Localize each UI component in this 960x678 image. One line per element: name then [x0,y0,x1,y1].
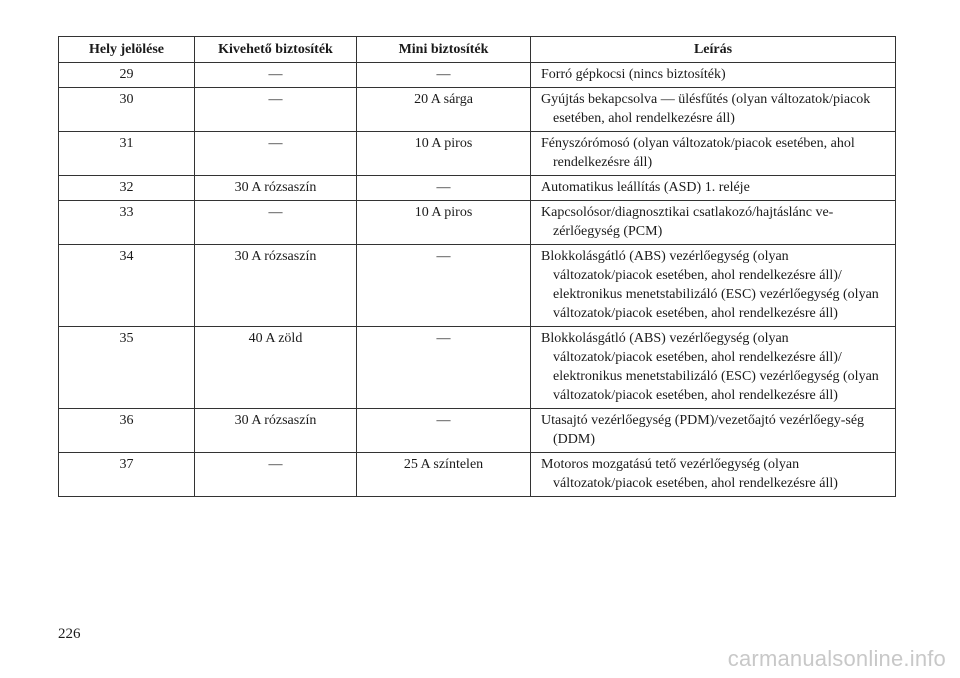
cell-location: 33 [59,201,195,245]
cell-description [531,245,896,327]
header-row [59,37,896,63]
cell-mini-fuse: 10 A piros [357,201,531,245]
header-location: Hely jelölése [59,37,195,63]
cell-cartridge-fuse: 40 A zöld [195,327,357,409]
cell-location: 34 [59,245,195,327]
cell-cartridge-fuse: 30 A rózsaszín [195,245,357,327]
cell-description [531,132,896,176]
table-row [59,245,896,327]
description-text: Utasajtó vezérlőegység (PDM)/vezetőajtó vezérlőegy-ség (DDM) [541,413,865,447]
cell-mini-fuse: 25 A színtelen [357,453,531,497]
table-header [59,37,896,63]
cell-description [531,201,896,245]
cell-cartridge-fuse: — [195,132,357,176]
cell-location: 37 [59,453,195,497]
fuse-table [58,36,896,497]
cell-description [531,327,896,409]
table-row [59,201,896,245]
table-row [59,88,896,132]
cell-mini-fuse: — [357,245,531,327]
cell-description [531,176,896,201]
page-number: 226 [58,626,81,642]
table-row [59,132,896,176]
cell-location: 30 [59,88,195,132]
header-description: Leírás [531,37,896,63]
cell-mini-fuse: 20 A sárga [357,88,531,132]
table-row [59,327,896,409]
cell-mini-fuse: — [357,63,531,88]
cell-description [531,453,896,497]
cell-location: 32 [59,176,195,201]
cell-cartridge-fuse: — [195,201,357,245]
cell-mini-fuse: 10 A piros [357,132,531,176]
cell-description [531,63,896,88]
header-mini-fuse: Mini biztosíték [357,37,531,63]
table-row [59,63,896,88]
header-cartridge-fuse: Kivehető biztosíték [195,37,357,63]
description-text: Motoros mozgatású tető vezérlőegység (olyan változatok/piacok esetében, ahol rendelkezésre áll) [541,457,838,491]
cell-mini-fuse: — [357,176,531,201]
description-text: Blokkolásgátló (ABS) vezérlőegység (olyan változatok/piacok esetében, ahol rendelkezésre áll)/ elektronikus menetstabilizáló (ESC) vezérlőegység (olyan változatok/piacok esetében, ahol rendelkezésre áll) [541,249,879,321]
cell-cartridge-fuse: — [195,63,357,88]
cell-cartridge-fuse: 30 A rózsaszín [195,176,357,201]
table-row [59,176,896,201]
cell-cartridge-fuse: — [195,88,357,132]
cell-description [531,409,896,453]
cell-mini-fuse: — [357,409,531,453]
description-text: Automatikus leállítás (ASD) 1. reléje [541,180,750,195]
table-row [59,453,896,497]
description-text: Blokkolásgátló (ABS) vezérlőegység (olyan változatok/piacok esetében, ahol rendelkezésre áll)/ elektronikus menetstabilizáló (ESC) vezérlőegység (olyan változatok/piacok esetében, ahol rendelkezésre áll) [541,331,879,403]
description-text: Gyújtás bekapcsolva — ülésfűtés (olyan változatok/piacok esetében, ahol rendelkezésre áll) [541,92,871,126]
watermark: carmanualsonline.info [727,646,946,671]
table-body [59,63,896,497]
cell-location: 31 [59,132,195,176]
cell-mini-fuse: — [357,327,531,409]
cell-description [531,88,896,132]
description-text: Fényszórómosó (olyan változatok/piacok esetében, ahol rendelkezésre áll) [541,136,855,170]
table-row [59,409,896,453]
cell-cartridge-fuse: — [195,453,357,497]
cell-location: 36 [59,409,195,453]
cell-cartridge-fuse: 30 A rózsaszín [195,409,357,453]
cell-location: 35 [59,327,195,409]
description-text: Forró gépkocsi (nincs biztosíték) [541,67,726,82]
cell-location: 29 [59,63,195,88]
description-text: Kapcsolósor/diagnosztikai csatlakozó/hajtáslánc ve-zérlőegység (PCM) [541,205,834,239]
